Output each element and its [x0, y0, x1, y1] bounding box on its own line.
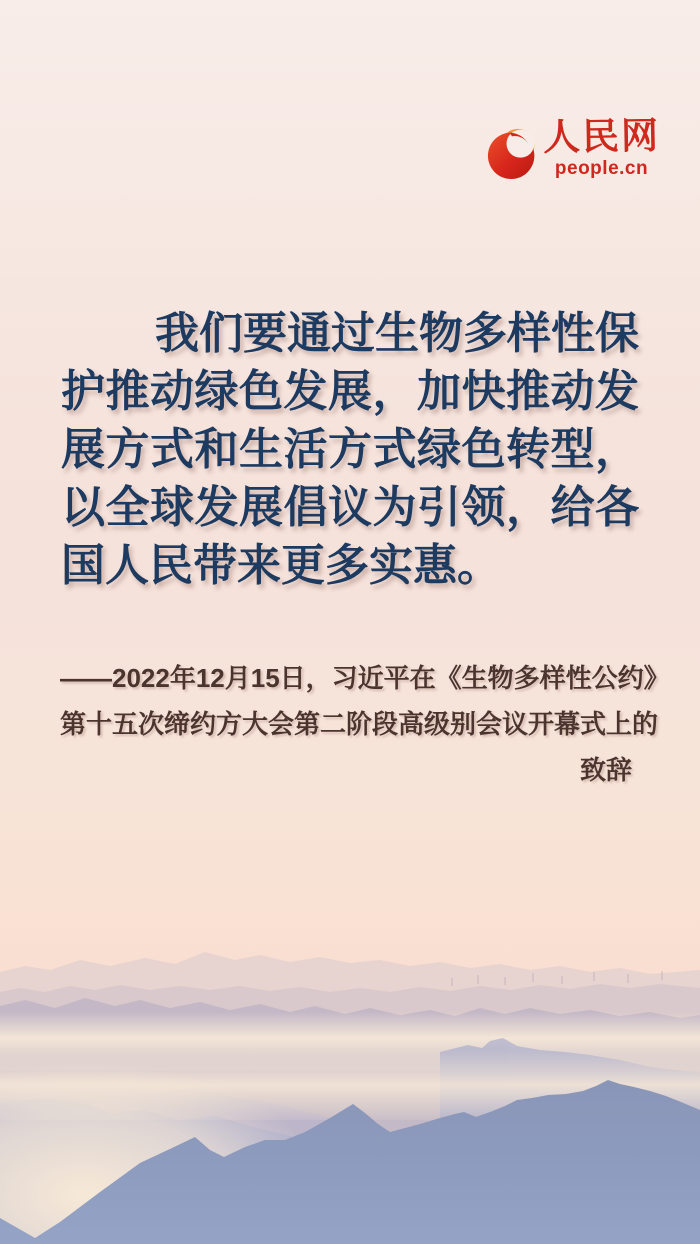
people-cn-swoosh-ball-icon [487, 124, 539, 182]
attribution-line: 致辞 [579, 755, 632, 785]
quote-line: 展方式和生活方式绿色转型， [61, 425, 639, 474]
attribution-line: 第十五次缔约方大会第二阶段高级别会议开幕式上的 [60, 709, 659, 739]
quote-attribution [60, 655, 670, 793]
quote-line: 我们要通过生物多样性保 [155, 309, 639, 358]
logo-text-column [542, 115, 661, 179]
people-cn-logo [487, 115, 661, 182]
logo-wordmark: 人民网 [542, 115, 661, 160]
quote-line: 以全球发展倡议为引领，给各 [61, 483, 639, 532]
quote-line: 国人民带来更多实惠。 [61, 541, 501, 590]
quote-text-block [61, 305, 639, 595]
logo-domain-text: people.cn [554, 158, 649, 179]
attribution-line: ——2022年12月15日，习近平在《生物多样性公约》 [60, 663, 670, 693]
quote-line: 护推动绿色发展，加快推动发 [61, 367, 639, 416]
mountain-landscape [0, 900, 700, 1244]
